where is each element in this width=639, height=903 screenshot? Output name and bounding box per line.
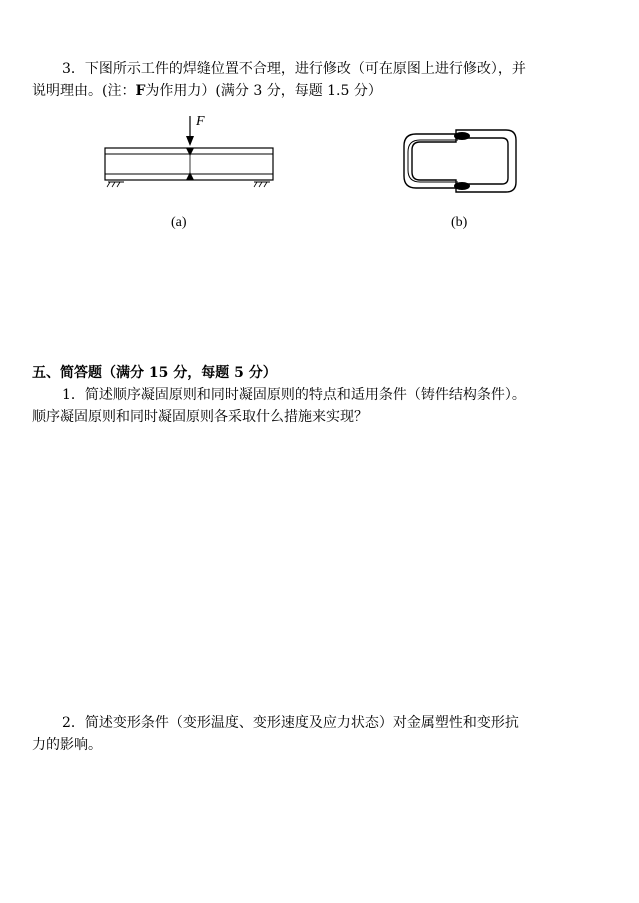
section5-q1-line1: 1．简述顺序凝固原则和同时凝固原则的特点和适用条件（铸件结构条件）。 bbox=[62, 387, 526, 403]
left-support-hatch-1 bbox=[107, 182, 110, 187]
figure-b-frame-diagram bbox=[398, 124, 528, 204]
weld-bead-top bbox=[454, 132, 470, 140]
right-support-hatch-1 bbox=[254, 182, 257, 187]
force-label: F bbox=[196, 114, 205, 129]
left-support-hatch-2 bbox=[112, 182, 115, 187]
q3-line2-pre: 说明理由。(注： bbox=[32, 83, 136, 99]
force-symbol: F bbox=[135, 83, 146, 99]
figure-a-beam-diagram bbox=[100, 112, 280, 192]
q3-line2-post: 为作用力）(满分 3 分，每题 1.5 分） bbox=[145, 83, 382, 99]
caption-b: (b) bbox=[451, 215, 468, 230]
force-arrow-head bbox=[186, 136, 194, 146]
right-support-hatch-3 bbox=[264, 182, 267, 187]
section5-q1-line2: 顺序凝固原则和同时凝固原则各采取什么措施来实现？ bbox=[32, 409, 368, 425]
frame-middle-contour bbox=[408, 140, 458, 182]
q3-line1: 3．下图所示工件的焊缝位置不合理，进行修改（可在原图上进行修改），并 bbox=[62, 61, 526, 77]
weld-bead-bottom bbox=[454, 182, 470, 190]
section5-heading: 五、简答题（满分 15 分，每题 5 分） bbox=[32, 365, 277, 381]
q3-line2 bbox=[32, 80, 382, 102]
section5-q2-line2: 力的影响。 bbox=[32, 737, 102, 753]
right-support-hatch-2 bbox=[259, 182, 262, 187]
left-support-hatch-3 bbox=[117, 182, 120, 187]
caption-a: (a) bbox=[171, 215, 187, 230]
section5-q2-line1: 2．简述变形条件（变形温度、变形速度及应力状态）对金属塑性和变形抗 bbox=[62, 715, 519, 731]
frame-inner-contour bbox=[412, 138, 508, 184]
